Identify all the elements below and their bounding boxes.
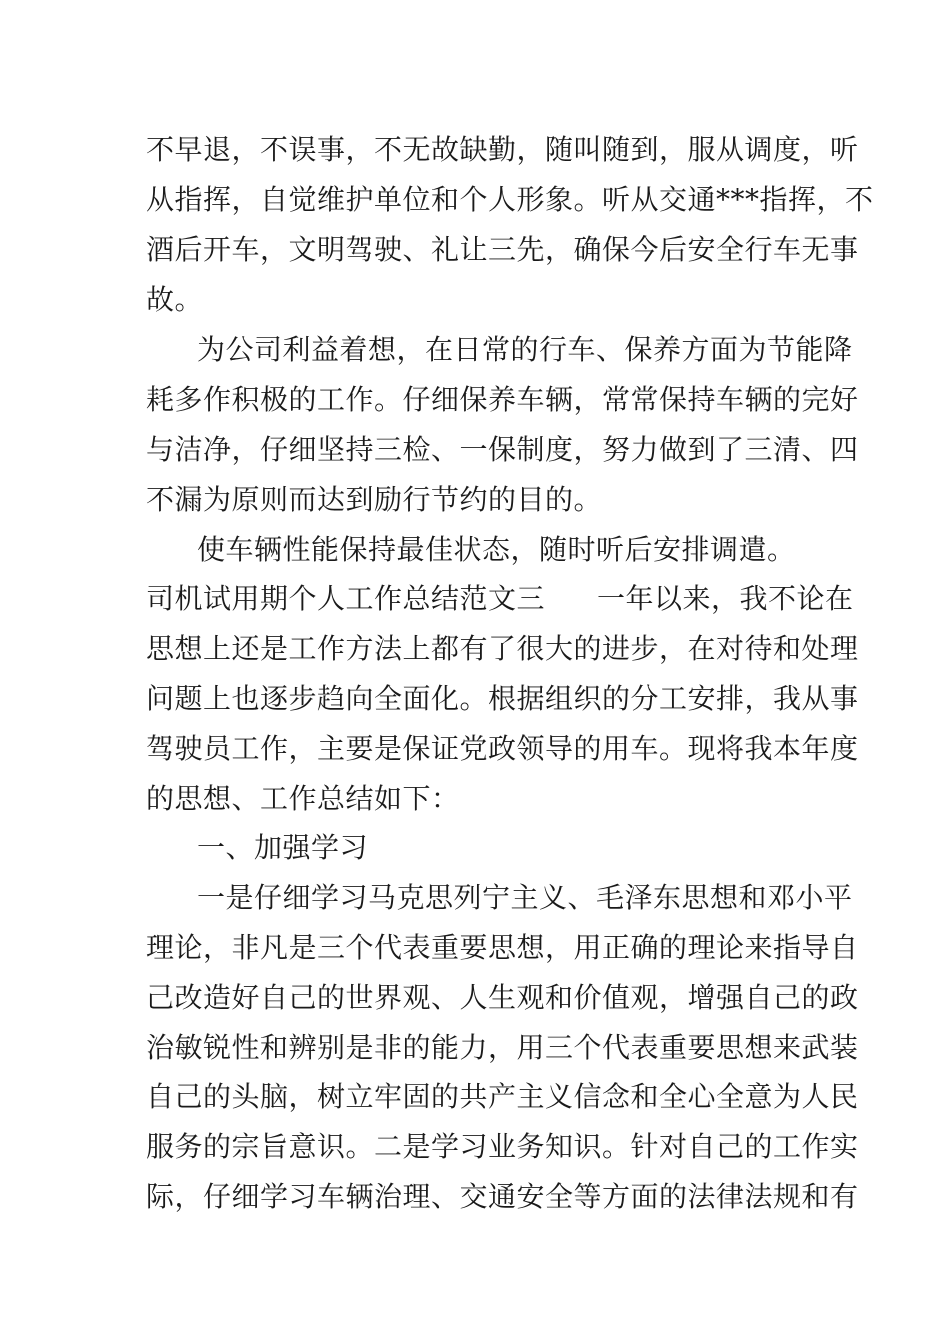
text-line: 自己的头脑，树立牢固的共产主义信念和全心全意为人民 xyxy=(146,1080,859,1113)
paragraph-start-line: 一是仔细学习马克思列宁主义、毛泽东思想和邓小平 xyxy=(197,881,853,914)
section-body-start: 一年以来，我不论在 xyxy=(597,582,854,615)
text-line: 不漏为原则而达到励行节约的目的。 xyxy=(146,483,603,516)
text-line: 理论，非凡是三个代表重要思想，用正确的理论来指导自 xyxy=(146,931,859,964)
text-line: 酒后开车，文明驾驶、礼让三先，确保今后安全行车无事 xyxy=(146,233,859,266)
text-line: 不早退，不误事，不无故缺勤，随叫随到，服从调度，听 xyxy=(146,133,859,166)
text-line: 驾驶员工作，主要是保证党政领导的用车。现将我本年度 xyxy=(146,732,859,765)
text-line: 耗多作积极的工作。仔细保养车辆，常常保持车辆的完好 xyxy=(146,383,859,416)
subheading-line: 一、加强学习 xyxy=(197,831,369,864)
text-line: 服务的宗旨意识。二是学习业务知识。针对自己的工作实 xyxy=(146,1130,859,1163)
text-line: 际，仔细学习车辆治理、交通安全等方面的法律法规和有 xyxy=(146,1180,859,1213)
text-line: 与洁净，仔细坚持三检、一保制度，努力做到了三清、四 xyxy=(146,433,859,466)
text-line: 故。 xyxy=(146,283,204,316)
paragraph-start-line: 为公司利益着想，在日常的行车、保养方面为节能降 xyxy=(197,333,853,366)
paragraph-start-line: 使车辆性能保持最佳状态，随时听后安排调遣。 xyxy=(197,533,796,566)
section-heading-line xyxy=(146,582,854,615)
text-line: 己改造好自己的世界观、人生观和价值观，增强自己的政 xyxy=(146,981,859,1014)
text-line: 思想上还是工作方法上都有了很大的进步，在对待和处理 xyxy=(146,632,859,665)
text-line: 的思想、工作总结如下： xyxy=(146,782,460,815)
section-title: 司机试用期个人工作总结范文三 xyxy=(146,582,546,615)
text-line: 治敏锐性和辨别是非的能力，用三个代表重要思想来武装 xyxy=(146,1031,859,1064)
text-line: 从指挥，自觉维护单位和个人形象。听从交通***指挥，不 xyxy=(146,183,874,216)
text-line: 问题上也逐步趋向全面化。根据组织的分工安排，我从事 xyxy=(146,682,859,715)
